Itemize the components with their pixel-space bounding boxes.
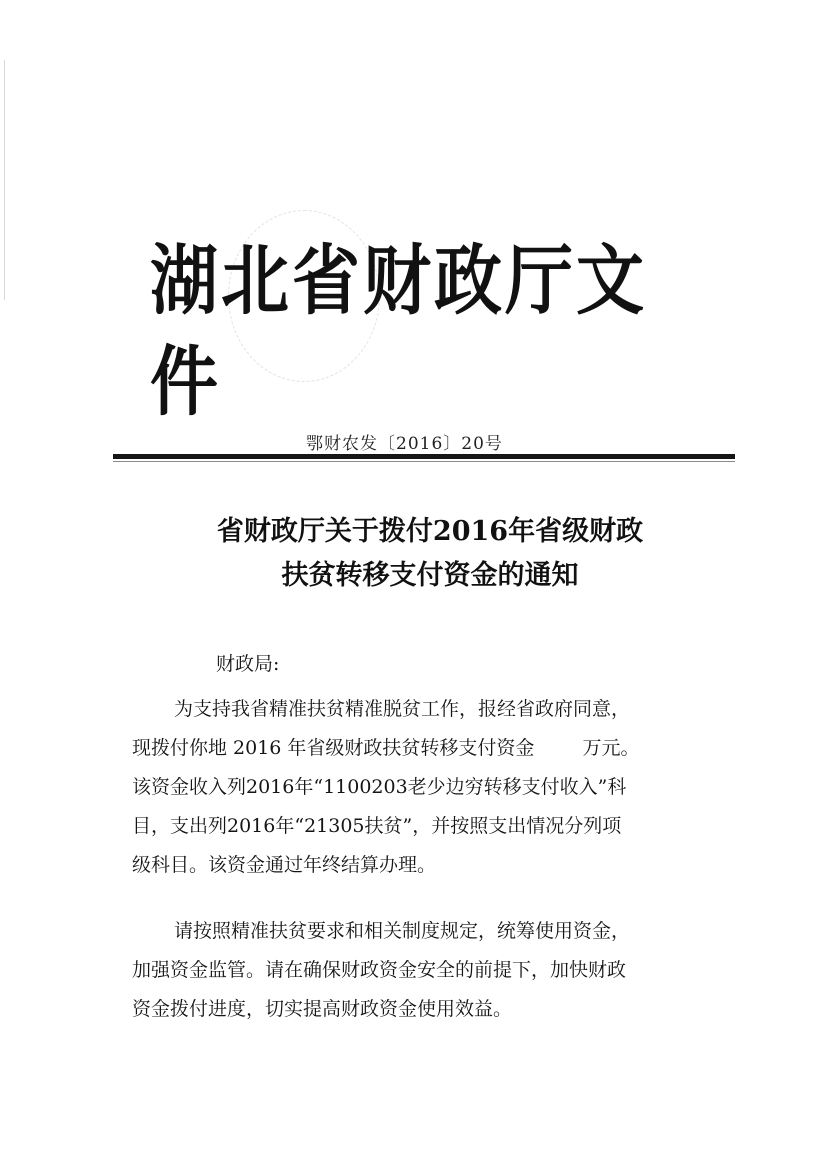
paragraph-2 [132,912,732,1029]
paragraph-1-line-2-a: 现拨付你地 2016 年省级财政扶贫转移支付资金 [132,737,535,759]
paragraph-1 [132,690,732,885]
header-divider-thick [113,454,735,459]
notice-title-line-1: 省财政厅关于拨付2016年省级财政 [216,516,644,547]
notice-title-line-2: 扶贫转移支付资金的通知 [281,560,579,591]
notice-title [150,510,710,598]
paragraph-2-line-1: 请按照精准扶贫要求和相关制度规定，统筹使用资金， [174,920,631,942]
paragraph-2-line-3: 资金拨付进度，切实提高财政资金使用效益。 [132,998,513,1020]
paragraph-1-line-2-b: 万元。 [582,737,640,759]
paragraph-2-line-2: 加强资金监管。请在确保财政资金安全的前提下，加快财政 [132,959,627,981]
document-header-title: 湖北省财政厅文件 [150,237,648,427]
document-number: 鄂财农发〔2016〕20号 [306,434,503,454]
paragraph-1-line-1: 为支持我省精准扶贫精准脱贫工作，报经省政府同意， [174,698,631,720]
paragraph-1-line-3: 该资金收入列2016年“1100203老少边穷转移支付收入”科 [132,776,627,798]
salutation: 财政局: [216,653,280,675]
paragraph-1-line-4: 目，支出列2016年“21305扶贫”，并按照支出情况分列项 [132,815,622,837]
header-divider-thin [113,461,735,462]
paragraph-1-line-5: 级科目。该资金通过年终结算办理。 [132,854,437,876]
paragraph-1-line-2 [132,729,732,768]
scan-edge-mark [4,60,5,300]
